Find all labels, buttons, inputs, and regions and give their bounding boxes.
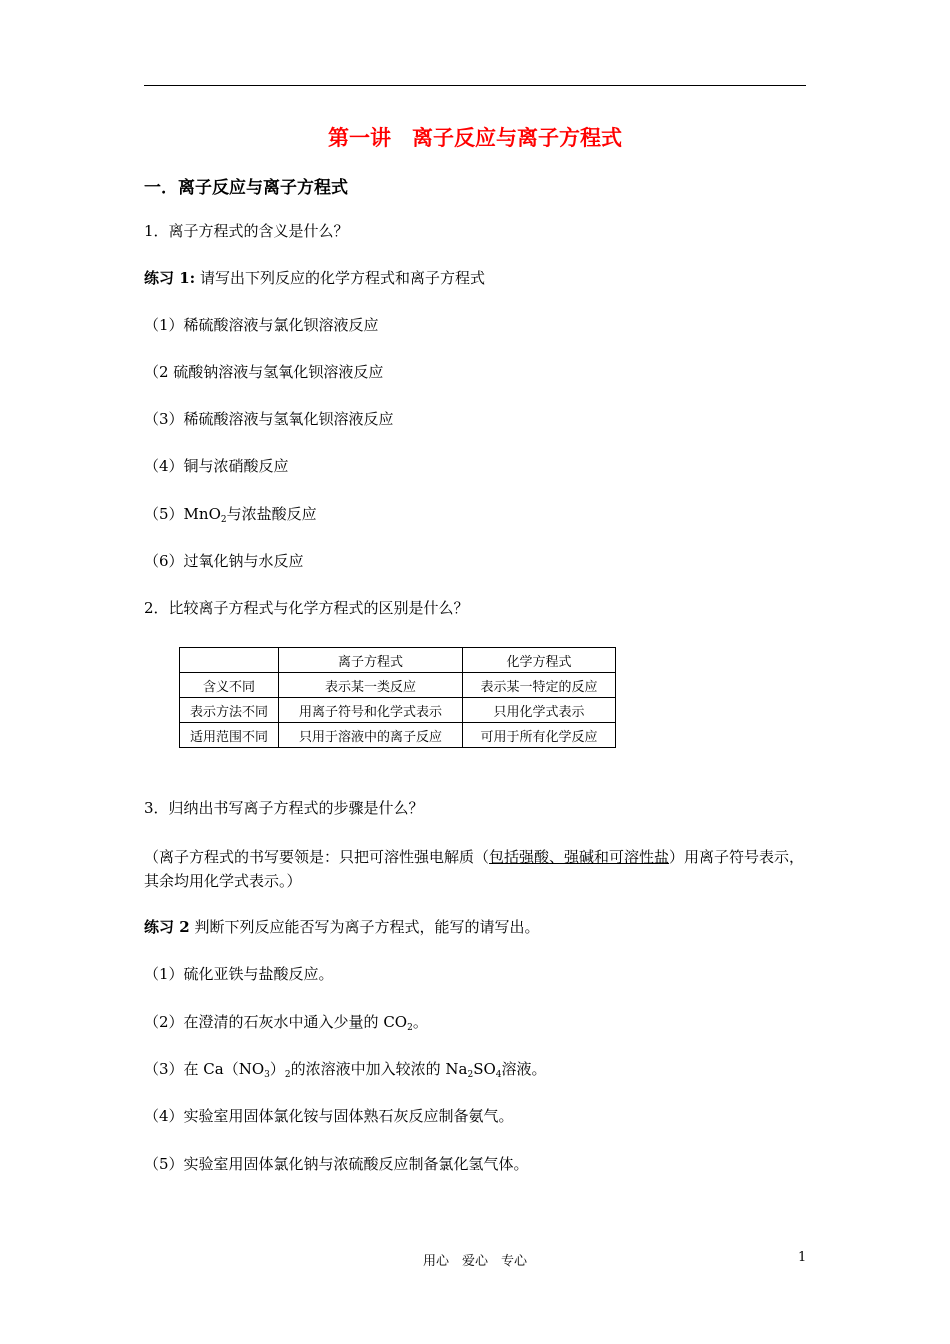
exercise-2-item-2 (144, 1011, 428, 1039)
question-2: 2．比较离子方程式与化学方程式的区别是什么？ (144, 599, 469, 617)
exercise-2-text: 判断下列反应能否写为离子方程式，能写的请写出。 (189, 918, 540, 936)
exercise-1-item-3: （3）稀硫酸溶液与氢氧化钡溶液反应 (144, 410, 394, 428)
table-cell: 适用范围不同 (180, 723, 279, 748)
table-header-row (180, 648, 616, 673)
exercise-2-item-4: （4）实验室用固体氯化铵与固体熟石灰反应制备氨气。 (144, 1107, 514, 1125)
exercise-2-item-3 (144, 1058, 547, 1086)
exercise-1-text: 请写出下列反应的化学方程式和离子方程式 (195, 269, 485, 287)
table-cell: 可用于所有化学反应 (463, 723, 616, 748)
page-footer: 用心 爱心 专心 (422, 1254, 527, 1269)
section-heading: 一．离子反应与离子方程式 (144, 178, 348, 198)
page-number: 1 (798, 1250, 807, 1265)
table-cell: 用离子符号和化学式表示 (279, 698, 463, 723)
item-3-text-e: 溶液。 (501, 1060, 547, 1078)
table-cell: 表示某一特定的反应 (463, 673, 616, 698)
table-cell: 含义不同 (180, 673, 279, 698)
exercise-1-item-6: （6）过氧化钠与水反应 (144, 552, 304, 570)
note-paragraph (144, 845, 810, 893)
item-5-text-a: （5）MnO (144, 505, 221, 523)
exercise-1-heading (144, 267, 485, 289)
note-text-a: （离子方程式的书写要领是：只把可溶性强电解质（ (144, 848, 490, 866)
note-text-b: ）用离子符号表示，其余均用化学式表示。） (144, 848, 805, 890)
table-row (180, 673, 616, 698)
table-cell: 表示方法不同 (180, 698, 279, 723)
note-underlined: 包括强酸、强碱和可溶性盐 (489, 848, 670, 866)
exercise-1-item-2: （2 硫酸钠溶液与氢氧化钡溶液反应 (144, 363, 384, 381)
item-2-subscript: 2 (407, 1023, 413, 1033)
item-5-text-b: 与浓盐酸反应 (226, 505, 317, 523)
item-3-text-b: ） (269, 1060, 285, 1078)
exercise-2-label: 练习 2 (144, 918, 190, 936)
table-cell: 只用化学式表示 (463, 698, 616, 723)
item-5-subscript: 2 (220, 515, 227, 525)
item-2-text-a: （2）在澄清的石灰水中通入少量的 CO (144, 1013, 408, 1031)
item-3-text-a: （3）在 Ca（NO (144, 1060, 265, 1078)
exercise-1-item-1: （1）稀硫酸溶液与氯化钡溶液反应 (144, 316, 379, 334)
item-2-text-b: 。 (412, 1013, 428, 1031)
exercise-2-heading (144, 916, 539, 938)
table-cell: 离子方程式 (279, 648, 463, 673)
item-3-sub-3: 2 (467, 1070, 474, 1080)
exercise-1-label: 练习 1: (144, 269, 196, 287)
item-3-text-c: 的浓溶液中加入较浓的 Na (290, 1060, 468, 1078)
table-cell: 只用于溶液中的离子反应 (279, 723, 463, 748)
comparison-table (179, 647, 616, 748)
item-3-sub-1: 3 (264, 1070, 270, 1080)
header-rule (144, 85, 806, 86)
table-cell (180, 648, 279, 673)
table-cell: 化学方程式 (463, 648, 616, 673)
exercise-1-item-5 (144, 503, 317, 531)
page-title: 第一讲 离子反应与离子方程式 (328, 126, 622, 150)
table-row (180, 723, 616, 748)
item-3-sub-2: 2 (284, 1070, 291, 1080)
table-row (180, 698, 616, 723)
question-3: 3．归纳出书写离子方程式的步骤是什么？ (144, 799, 424, 817)
item-3-sub-4: 4 (495, 1070, 502, 1080)
exercise-2-item-1: （1）硫化亚铁与盐酸反应。 (144, 965, 334, 983)
table-cell: 表示某一类反应 (279, 673, 463, 698)
question-1: 1．离子方程式的含义是什么？ (144, 222, 349, 240)
exercise-1-item-4: （4）铜与浓硝酸反应 (144, 457, 289, 475)
exercise-2-item-5: （5）实验室用固体氯化钠与浓硫酸反应制备氯化氢气体。 (144, 1155, 529, 1173)
item-3-text-d: SO (473, 1060, 496, 1078)
